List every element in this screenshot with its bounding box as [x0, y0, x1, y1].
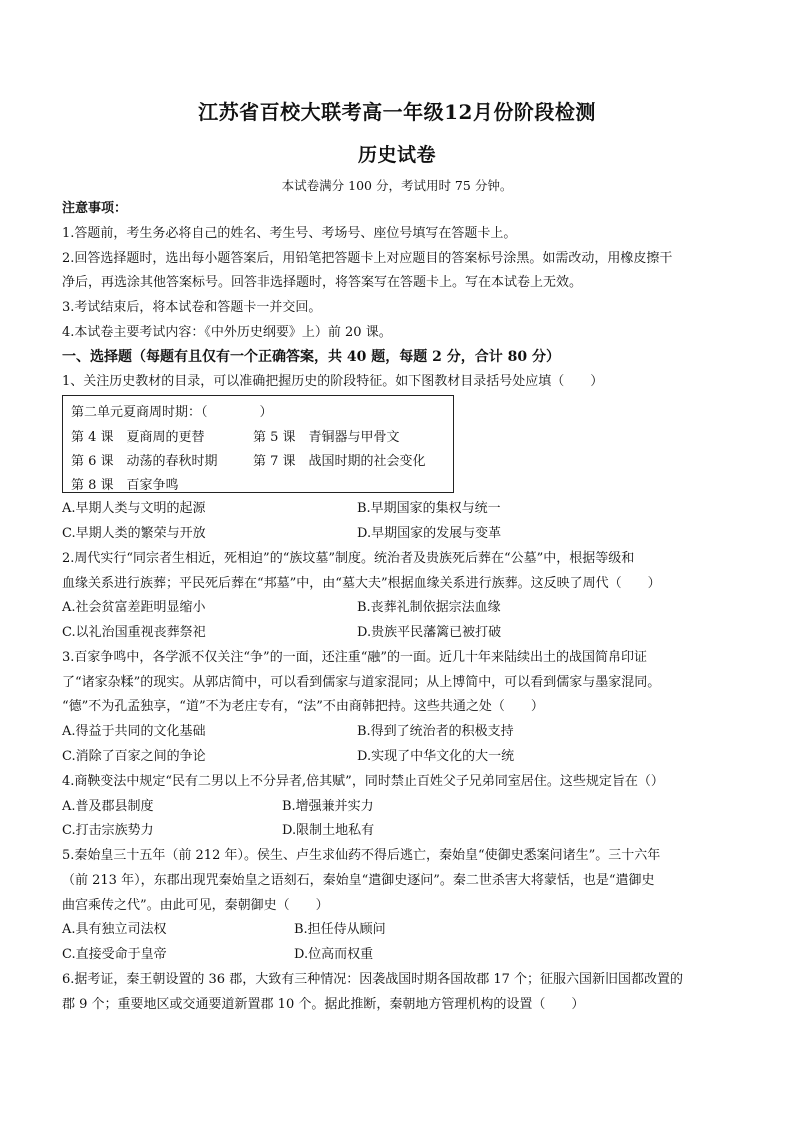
q1-toc-lesson-8: 第 8 课 百家争鸣 — [71, 478, 179, 493]
q3-option-a: A.得益于共同的文化基础 — [62, 724, 206, 739]
q3-stem-line-3: “德”不为孔孟独享，“道”不为老庄专有，“法”不由商韩把持。这些共通之处（ ） — [62, 699, 544, 714]
q3-option-b: B.得到了统治者的积极支持 — [357, 724, 514, 739]
q5-stem-line-3: 曲宫乘传之代”。由此可见，秦朝御史（ ） — [62, 898, 329, 913]
q1-option-b: B.早期国家的集权与统一 — [357, 501, 501, 516]
q4-option-d: D.限制土地私有 — [282, 823, 375, 838]
note-item-2-cont: 净后，再选涂其他答案标号。回答非选择题时，将答案写在答题卡上。写在本试卷上无效。 — [62, 275, 583, 290]
q5-option-a: A.具有独立司法权 — [62, 922, 167, 937]
q3-option-c: C.消除了百家之间的争论 — [62, 749, 206, 764]
q4-option-c: C.打击宗族势力 — [62, 823, 154, 838]
note-item-1: 1.答题前，考生务必将自己的姓名、考生号、考场号、座位号填写在答题卡上。 — [62, 226, 517, 241]
note-item-3: 3.考试结束后，将本试卷和答题卡一并交回。 — [62, 300, 322, 315]
q1-toc-lesson-6: 第 6 课 动荡的春秋时期 — [71, 454, 218, 469]
q3-option-d: D.实现了中华文化的大一统 — [357, 749, 515, 764]
note-item-2: 2.回答选择题时，选出每小题答案后，用铅笔把答题卡上对应题目的答案标号涂黑。如需改动，用橡皮擦干 — [62, 251, 673, 266]
q6-stem-line-2: 郡 9 个；重要地区或交通要道新置郡 10 个。据此推断，秦朝地方管理机构的设置（ ） — [62, 997, 585, 1012]
q2-stem-line-1: 2.周代实行“同宗者生相近，死相迫”的“族坟墓”制度。统治者及贵族死后葬在“公墓”中，根据等级和 — [62, 551, 635, 566]
q2-option-c: C.以礼治国重视丧葬祭祀 — [62, 625, 206, 640]
q2-option-d: D.贵族平民藩篱已被打破 — [357, 625, 502, 640]
q2-stem-line-2: 血缘关系进行族葬；平民死后葬在“邦墓”中，由“墓大夫”根据血缘关系进行族葬。这反映了周代（ ） — [62, 576, 661, 591]
q2-option-b: B.丧葬礼制依据宗法血缘 — [357, 600, 501, 615]
q5-option-b: B.担任侍从顾问 — [294, 922, 386, 937]
exam-title: 江苏省百校大联考高一年级12月份阶段检测 — [198, 100, 596, 124]
q3-stem-line-2: 了“诸家杂糅”的现实。从郭店简中，可以看到儒家与道家混同；从上博简中，可以看到儒家与墨家混同。 — [62, 675, 661, 690]
q1-toc-unit: 第二单元夏商周时期：（ ） — [71, 405, 273, 420]
q1-stem: 1、关注历史教材的目录，可以准确把握历史的阶段特征。如下图教材目录括号处应填（ ） — [62, 374, 604, 389]
q5-stem-line-2: （前 213 年），东郡出现咒秦始皇之语刻石，秦始皇“遣御史逐问”。秦二世杀害大将蒙恬，也是“遣御史 — [62, 873, 655, 888]
q1-toc-lesson-4: 第 4 课 夏商周的更替 — [71, 430, 205, 445]
q4-option-a: A.普及郡县制度 — [62, 799, 154, 814]
section-heading: 一、选择题（每题有且仅有一个正确答案，共 40 题，每题 2 分，合计 80 分） — [62, 349, 560, 365]
q1-toc-box — [62, 395, 454, 493]
notes-heading: 注意事项： — [62, 201, 128, 216]
q4-stem: 4.商鞅变法中规定“民有二男以上不分异者,倍其赋”，同时禁止百姓父子兄弟同室居住。这些规定旨在（） — [62, 774, 664, 789]
q1-toc-lesson-5: 第 5 课 青铜器与甲骨文 — [253, 430, 400, 445]
q1-option-a: A.早期人类与文明的起源 — [62, 501, 206, 516]
q1-option-d: D.早期国家的发展与变革 — [357, 526, 502, 541]
exam-subject: 历史试卷 — [357, 144, 436, 166]
q5-stem-line-1: 5.秦始皇三十五年（前 212 年）。侯生、卢生求仙药不得后逃亡，秦始皇“使御史悉案问诸生”。三十六年 — [62, 848, 661, 863]
q5-option-d: D.位高而权重 — [294, 947, 374, 962]
q1-option-c: C.早期人类的繁荣与开放 — [62, 526, 206, 541]
q5-option-c: C.直接受命于皇帝 — [62, 947, 167, 962]
q4-option-b: B.增强兼并实力 — [282, 799, 374, 814]
q3-stem-line-1: 3.百家争鸣中，各学派不仅关注“争”的一面，还注重“融”的一面。近几十年来陆续出土的战国简帛印证 — [62, 650, 647, 665]
note-item-4: 4.本试卷主要考试内容：《中外历史纲要》上）前 20 课。 — [62, 325, 392, 340]
q1-toc-lesson-7: 第 7 课 战国时期的社会变化 — [253, 454, 426, 469]
q6-stem-line-1: 6.据考证，秦王朝设置的 36 郡，大致有三种情况：因袭战国时期各国故郡 17 个；征服六国新旧国都改置的 — [62, 972, 684, 987]
exam-info: 本试卷满分 100 分，考试用时 75 分钟。 — [281, 178, 513, 193]
q2-option-a: A.社会贫富差距明显缩小 — [62, 600, 206, 615]
